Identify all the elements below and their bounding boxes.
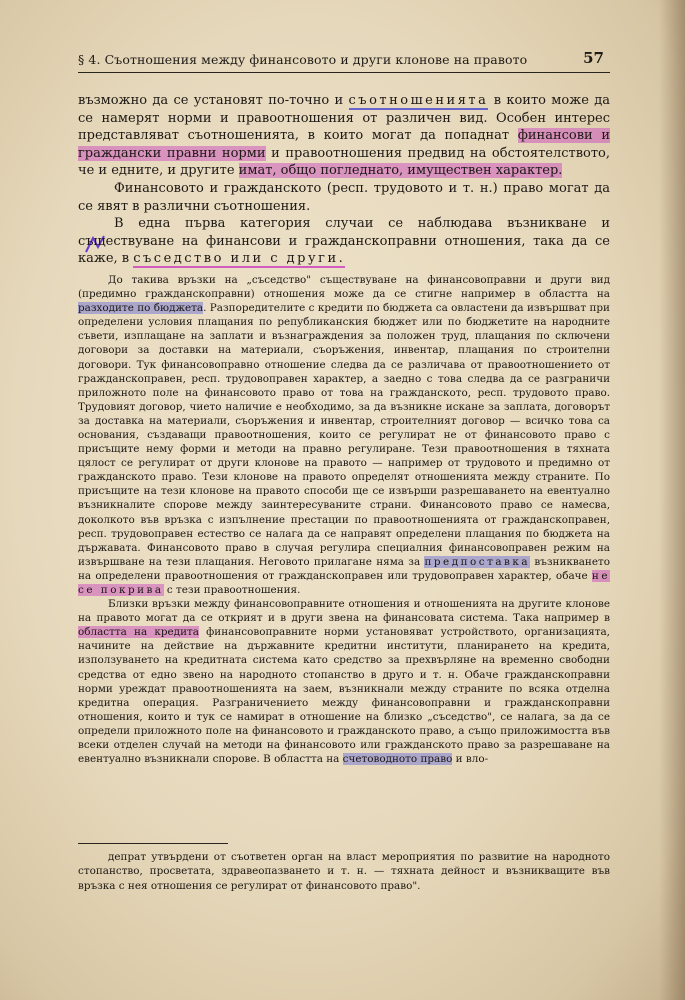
- running-header: [78, 46, 610, 73]
- text-segment: и правоотношения предвид на обстоятелството, че и едните, и другите: [78, 145, 610, 179]
- text-segment: и вло-: [452, 753, 489, 766]
- paragraph-1: [78, 92, 610, 180]
- highlighted-text: финансови и граждански правни норми: [78, 128, 610, 161]
- highlighted-text: счетоводното право: [342, 753, 453, 766]
- footnote: депрат утвърдени от съответен орган на власт мероприятия по развитие на народното стопанство, просветата, здравеопазването и т. н. — тяхната дейност и възникващите във връзка с нея отношения се регулират от финансовото право".: [78, 851, 610, 892]
- emphasis-spaced: не се покрива: [78, 569, 610, 596]
- text-segment: До такива връзки на „съседство" съществуване на финансовоправни и други вид (предимно гражданскоправни) отношения може да се стигне например в областта на: [78, 273, 610, 301]
- text-segment: с тези правоотношения.: [163, 584, 301, 596]
- text-segment: възможно да се установят по-точно и: [78, 93, 349, 108]
- main-text: [78, 92, 610, 766]
- page-number: 57: [583, 49, 604, 67]
- paragraph-4: [78, 273, 610, 597]
- page-edge-shadow: [659, 0, 685, 1000]
- emphasis-spaced: съотношенията: [348, 93, 489, 108]
- text-segment: финансовоправните норми установяват устройството, организацията, начините на действие на държавните кредитни институти, планирането на кредита, използуването на кредитната система като средство за прехвърляне на временно свободни средства от едно звено на народното стопанство в друго и т. н. Обаче гражданскоправни норми уреждат правоотношенията на заем, възникнали между страните по всяка отделна кредитна операция. Разграничението между финансовоправни и гражданскоправни отношения, които и тук се намират в отношение на близко „съседство", се налага, за да се определи приложното поле на финансовото и гражданското право, а също приложимостта във всеки отделен случай на методи на финансовото или гражданското право за разрешаване на евентуално възникнали спорове. В областта на: [78, 626, 610, 766]
- text-segment: Близки връзки между финансовоправните отношения и отношенията на другите клонове на правото могат да се открият и в други звена на финансовата система. Така например в: [78, 598, 610, 625]
- highlighted-text: имат, общо погледнато, имуществен характер.: [238, 163, 563, 179]
- text-segment: възникването на определени правоотношения от гражданскоправен или трудовоправен характер, обаче: [78, 555, 610, 582]
- emphasis-spaced: предпоставка: [424, 555, 531, 568]
- text-segment: В една първа категория случаи се наблюдава възникване и съществуване на финансови и гражданскоправни отношения, така да се каже, в: [78, 216, 610, 267]
- footnote-divider: [78, 843, 228, 844]
- text-segment: в които може да се намерят норми и правоотношения от различен вид. Особен интерес представляват съотношенията, в които могат да попаднат: [78, 93, 610, 144]
- highlighted-text: областта на кредита: [78, 626, 199, 639]
- paragraph-3: [78, 215, 610, 268]
- header-title: § 4. Съотношения между финансовото и други клонове на правото: [78, 52, 528, 67]
- paragraph-5: [78, 597, 610, 766]
- emphasis-spaced: съседство или с други.: [133, 251, 346, 267]
- paragraph-2: Финансовото и гражданското (респ. трудовото и т. н.) право могат да се явят в различни съотношения.: [78, 180, 610, 214]
- text-segment: . Разпоредителите с кредити по бюджета са овластени да извършват при определени условия плащания по републиканския бюджет или по бюджетите на народните съвети, изплащане на заплати и възнаграждения за положен труд, плащания по сключени договори за доставки на материали, съоръжения, инвентар, плащания по строителни договори. Тук финансовоправно отношение следва да се различава от правоотношението от гражданскоправен, респ. трудовоправен характер, а заедно с това следва да се разграничи приложното поле на финансовото право от това на гражданското, респ. трудовото право. Трудовият договор, чието наличие е необходимо, за да възникне искане за заплата, договорът за доставка на материали, съоръжения и инвентар, строителният договор — всичко това са основания, създаващи правоотношения, които се регулират не от финансовото право с присъщите нему форми и методи на правно регулиране. Тези правоотношения в тяхната цялост се регулират от други клонове на правото — например от трудовото и предимно от гражданското право. Тези клонове на правото определят отношенията между страните. По присъщите на тези клонове на правото способи ще се извърши разрешаването на евентуално възникналите спорове между заинтересуваните страни. Финансовото право се намесва, доколкото във връзка с изпълнение престации по правоотношенията от гражданскоправен, респ. трудовоправен естество се налага да се направят определени плащания по бюджета на държавата. Финансовото право в случая регулира специалния финансовоправен режим на извършване на тези плащания. Неговото прилагане няма за: [78, 302, 610, 568]
- highlighted-text: разходите по бюджета: [78, 302, 204, 315]
